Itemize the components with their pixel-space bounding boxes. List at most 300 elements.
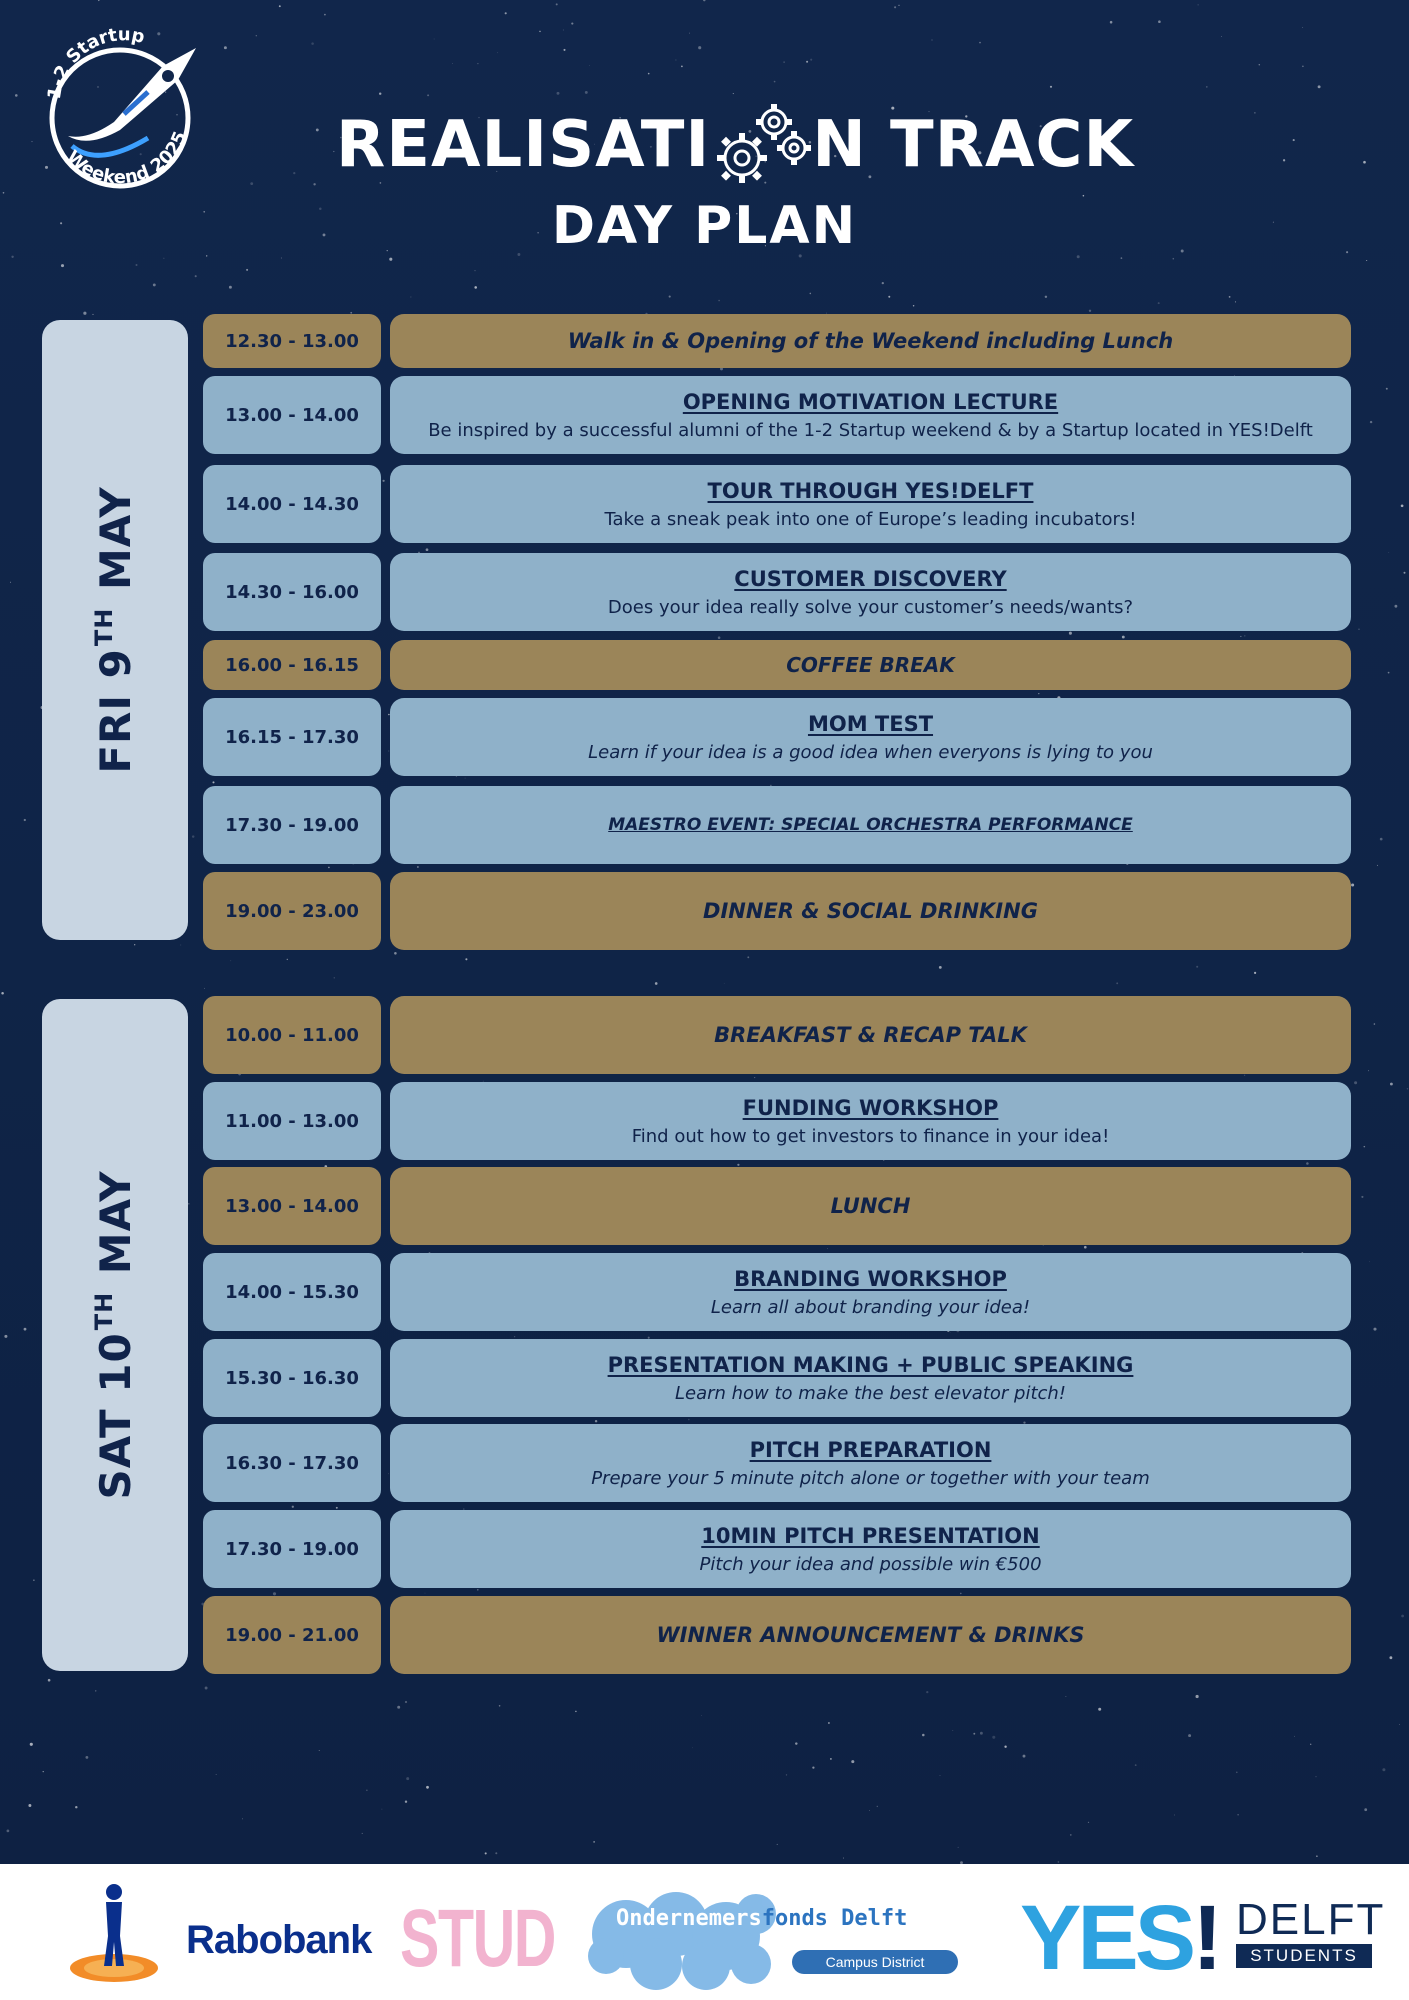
schedule-row (203, 1253, 1351, 1331)
event-box (390, 1510, 1351, 1588)
star (585, 91, 588, 94)
star (1254, 112, 1255, 113)
star (669, 296, 671, 298)
star (1173, 258, 1175, 260)
star (230, 960, 231, 961)
time-slot: 14.00 - 14.30 (203, 465, 381, 543)
star (434, 39, 435, 40)
star (1363, 161, 1366, 164)
star (1116, 982, 1118, 984)
event-description: Learn how to make the best elevator pitch! (674, 1382, 1067, 1404)
star (1221, 36, 1222, 37)
star (754, 1077, 755, 1078)
star (1374, 1023, 1376, 1025)
event-box (390, 996, 1351, 1074)
star (452, 63, 453, 64)
star (1318, 85, 1321, 88)
star (485, 1852, 487, 1854)
star (1399, 1724, 1400, 1725)
schedule-row (203, 376, 1351, 454)
star (426, 1786, 429, 1789)
page-subtitle: DAY PLAN (551, 196, 858, 256)
schedule-row (203, 1596, 1351, 1674)
star (877, 1806, 878, 1807)
star (1368, 1070, 1369, 1071)
star (898, 5, 899, 6)
star (557, 92, 560, 95)
star (1382, 1768, 1385, 1771)
event-description: Find out how to get investors to finance in your idea! (631, 1125, 1110, 1147)
star (405, 1800, 407, 1802)
event-box (390, 314, 1351, 368)
star (563, 30, 564, 31)
event-title: PRESENTATION MAKING + PUBLIC SPEAKING (607, 1352, 1134, 1377)
star (958, 1847, 959, 1848)
star (474, 286, 477, 289)
star (366, 1790, 367, 1791)
star (894, 6, 896, 8)
star (1244, 1075, 1245, 1076)
star (1407, 1088, 1408, 1089)
event-description: Be inspired by a successful alumni of the 1-2 Startup weekend & by a Startup located in YES!Delft (428, 419, 1313, 441)
star (10, 582, 11, 583)
star (505, 12, 507, 14)
star (724, 983, 725, 984)
star (1361, 1196, 1363, 1198)
time-slot: 13.00 - 14.00 (203, 1167, 381, 1245)
star (1293, 139, 1295, 141)
schedule-row (203, 698, 1351, 776)
event-title: MAESTRO EVENT: SPECIAL ORCHESTRA PERFORMANCE (608, 815, 1133, 835)
star (1198, 4, 1199, 5)
ondernemersfonds-logo (586, 1884, 986, 1994)
event-title: FUNDING WORKSHOP (742, 1095, 999, 1120)
event-description: Learn all about branding your idea! (710, 1296, 1031, 1318)
star (681, 66, 683, 68)
star (497, 52, 498, 53)
star (718, 300, 720, 302)
star (30, 1743, 33, 1746)
rabobank-emblem-icon (62, 1876, 182, 1988)
star (932, 40, 933, 41)
star (324, 14, 326, 16)
star (28, 1804, 31, 1807)
star (499, 1705, 501, 1707)
star (292, 1506, 294, 1508)
event-box (390, 640, 1351, 690)
star (205, 1687, 208, 1690)
star (1088, 1822, 1089, 1823)
ondernemersfonds-name: Ondernemersfonds Delft (616, 1906, 908, 1931)
star (1401, 504, 1404, 507)
logo-top-text: 1-2 Startup (43, 24, 147, 101)
star (648, 73, 650, 75)
star (153, 283, 156, 286)
star (216, 1774, 217, 1775)
time-slot: 16.00 - 16.15 (203, 640, 381, 690)
star (135, 264, 137, 266)
time-slot: 16.30 - 17.30 (203, 1424, 381, 1502)
star (1070, 1834, 1072, 1836)
title-left: REALISATI (335, 108, 711, 182)
star (828, 1722, 830, 1724)
event-title: BRANDING WORKSHOP (734, 1266, 1007, 1291)
star (960, 1593, 962, 1595)
event-title: DINNER & SOCIAL DRINKING (703, 899, 1038, 923)
star (675, 59, 676, 60)
star (701, 1715, 702, 1716)
star (786, 1774, 787, 1775)
star (98, 0, 99, 1)
star (1377, 865, 1378, 866)
startup-weekend-logo (28, 18, 218, 208)
star (940, 1775, 941, 1776)
star (1237, 1814, 1238, 1815)
star (1283, 159, 1285, 161)
page-title (270, 100, 1200, 190)
star (75, 1806, 77, 1808)
gears-icon (706, 100, 816, 190)
star (1354, 1081, 1357, 1084)
star (1235, 301, 1236, 302)
event-box (390, 465, 1351, 543)
star (1389, 1656, 1392, 1659)
time-slot: 15.30 - 16.30 (203, 1339, 381, 1417)
time-slot: 19.00 - 21.00 (203, 1596, 381, 1674)
star (539, 31, 541, 33)
star (922, 1734, 925, 1737)
star (1089, 310, 1091, 312)
schedule-row (203, 314, 1351, 368)
event-box (390, 553, 1351, 631)
star (1038, 693, 1039, 694)
star (192, 835, 194, 837)
star (810, 59, 812, 61)
time-slot: 16.15 - 17.30 (203, 698, 381, 776)
star (287, 959, 288, 960)
star (888, 296, 890, 298)
star (718, 636, 721, 639)
star (212, 781, 214, 783)
star (1065, 1696, 1066, 1697)
star (1388, 672, 1390, 674)
event-box (390, 1424, 1351, 1502)
schedule-row (203, 640, 1351, 690)
star (939, 966, 942, 969)
star (1069, 632, 1072, 635)
star (1388, 552, 1389, 553)
event-title: PITCH PREPARATION (749, 1437, 992, 1462)
event-title: WINNER ANNOUNCEMENT & DRINKS (656, 1623, 1085, 1647)
star (410, 297, 411, 298)
star (556, 3, 558, 5)
event-title: LUNCH (830, 1194, 911, 1218)
star (405, 1701, 407, 1703)
event-box (390, 786, 1351, 864)
star (830, 1758, 832, 1760)
star (1240, 636, 1241, 637)
star (1369, 1261, 1370, 1262)
schedule-row (203, 786, 1351, 864)
star (328, 867, 330, 869)
time-slot: 14.00 - 15.30 (203, 1253, 381, 1331)
star (3, 192, 5, 194)
star (980, 1732, 983, 1735)
star (827, 1248, 828, 1249)
star (733, 93, 734, 94)
star (379, 92, 381, 94)
star (973, 1733, 975, 1735)
event-box (390, 1596, 1351, 1674)
time-slot: 12.30 - 13.00 (203, 314, 381, 368)
star (689, 33, 690, 34)
star (688, 1419, 690, 1421)
star (465, 778, 466, 779)
event-description: Pitch your idea and possible win €500 (699, 1553, 1042, 1575)
day-label-saturday: SAT 10TH MAY (90, 1170, 140, 1500)
star (336, 1507, 338, 1509)
star (692, 1748, 693, 1749)
star (806, 61, 808, 63)
star (698, 46, 701, 49)
star (1188, 1734, 1191, 1737)
rabobank-name: Rabobank (186, 1918, 372, 1962)
star (1302, 65, 1304, 67)
title-right: N TRACK (812, 108, 1135, 182)
star (703, 0, 705, 1)
star (1358, 629, 1359, 630)
star (362, 1833, 363, 1834)
star (397, 1706, 400, 1709)
star (427, 94, 429, 96)
star (589, 65, 590, 66)
star (1174, 1815, 1175, 1816)
event-title: OPENING MOTIVATION LECTURE (682, 389, 1059, 414)
star (812, 1766, 814, 1768)
star (1196, 966, 1198, 968)
star (229, 286, 232, 289)
star (1302, 27, 1303, 28)
event-description: Take a sneak peak into one of Europe’s leading incubators! (604, 508, 1137, 530)
star (1121, 257, 1123, 259)
event-description: Does your idea really solve your customer’s needs/wants? (607, 596, 1134, 618)
star (394, 952, 397, 955)
star (1244, 635, 1245, 636)
schedule-row (203, 1082, 1351, 1160)
star (95, 1690, 96, 1691)
star (1373, 1328, 1376, 1331)
star (495, 1852, 497, 1854)
star (382, 1809, 383, 1810)
star (774, 81, 776, 83)
yes-delft-students-tag: STUDENTS (1236, 1944, 1372, 1968)
star (882, 282, 884, 284)
star (24, 1328, 27, 1331)
star (33, 1580, 34, 1581)
star (1229, 296, 1231, 298)
star (795, 1742, 797, 1744)
star (1401, 1615, 1404, 1618)
star (204, 988, 205, 989)
star (1366, 260, 1367, 261)
star (188, 1203, 190, 1205)
star (406, 1777, 409, 1780)
day-label-friday: FRI 9TH MAY (90, 486, 140, 774)
star (1306, 1162, 1309, 1165)
event-title: BREAKFAST & RECAP TALK (714, 1023, 1027, 1047)
star (1380, 838, 1383, 841)
star (1386, 388, 1388, 390)
event-title: TOUR THROUGH YES!DELFT (707, 478, 1034, 503)
star (1364, 1808, 1367, 1811)
svg-text:1-2 Startup (44, 24, 147, 101)
star (163, 258, 164, 259)
event-description: Prepare your 5 minute pitch alone or together with your team (591, 1467, 1150, 1489)
schedule-row (203, 996, 1351, 1074)
star (1158, 302, 1160, 304)
event-title: CUSTOMER DISCOVERY (734, 566, 1007, 591)
star (134, 944, 135, 945)
star (575, 1711, 577, 1713)
star (571, 23, 573, 25)
star (1050, 86, 1052, 88)
star (1394, 605, 1397, 608)
star (1110, 21, 1113, 24)
star (1370, 421, 1372, 423)
star (93, 314, 94, 315)
star (1236, 1772, 1238, 1774)
sponsor-footer (0, 1864, 1409, 2000)
star (279, 5, 281, 7)
rabobank-logo (62, 1876, 372, 1988)
event-box (390, 698, 1351, 776)
star (595, 1420, 597, 1422)
time-slot: 17.30 - 19.00 (203, 786, 381, 864)
star (1196, 1695, 1199, 1698)
star (465, 958, 467, 960)
star (224, 46, 227, 49)
star (48, 1679, 51, 1682)
event-title: Walk in & Opening of the Weekend including Lunch (567, 329, 1174, 353)
star (1364, 1146, 1366, 1148)
event-box (390, 1253, 1351, 1331)
star (1135, 1764, 1137, 1766)
star (1058, 1861, 1060, 1863)
star (250, 182, 253, 185)
schedule-row (203, 553, 1351, 631)
star (810, 293, 812, 295)
star (869, 1810, 870, 1811)
star (7, 1830, 10, 1833)
event-box (390, 1167, 1351, 1245)
star (1254, 972, 1256, 974)
star (851, 1760, 854, 1763)
star (1294, 1736, 1295, 1737)
star (425, 1593, 426, 1594)
event-box (390, 1339, 1351, 1417)
star (1206, 86, 1208, 88)
star (273, 1592, 276, 1595)
star (1316, 1776, 1317, 1777)
yes-delft-logo: YES! (1020, 1887, 1219, 1989)
star (43, 1771, 44, 1772)
time-slot: 10.00 - 11.00 (203, 996, 381, 1074)
star (1158, 20, 1161, 23)
star (319, 1750, 320, 1751)
time-slot: 11.00 - 13.00 (203, 1082, 381, 1160)
event-title: COFFEE BREAK (786, 653, 955, 677)
time-slot: 13.00 - 14.00 (203, 376, 381, 454)
star (426, 548, 429, 551)
day-panel-friday (42, 320, 188, 940)
star (474, 270, 475, 271)
star (593, 1841, 595, 1843)
star (1084, 1246, 1087, 1249)
star (1004, 1746, 1006, 1748)
star (256, 35, 257, 36)
star (24, 819, 26, 821)
logo-bottom-text: Weekend 2025 (62, 128, 192, 189)
event-box (390, 1082, 1351, 1160)
time-slot: 14.30 - 16.00 (203, 553, 381, 631)
ondernemersfonds-subtitle: Campus District (792, 1950, 958, 1974)
star (1, 992, 4, 995)
star (1122, 636, 1125, 639)
star (952, 1730, 953, 1731)
schedule-row (203, 872, 1351, 950)
star (417, 866, 419, 868)
stud-logo: STUD (400, 1893, 555, 1984)
star (777, 1844, 778, 1845)
star (913, 305, 914, 306)
star (180, 945, 181, 946)
schedule-row (203, 1424, 1351, 1502)
star (1045, 296, 1047, 298)
star (389, 258, 392, 261)
event-description: Learn if your idea is a good idea when everyons is lying to you (588, 741, 1153, 763)
star (737, 1164, 739, 1166)
star (1310, 1744, 1311, 1745)
star (843, 1858, 844, 1859)
star (195, 275, 197, 277)
star (85, 1756, 88, 1759)
star (61, 264, 64, 267)
time-slot: 19.00 - 23.00 (203, 872, 381, 950)
event-box (390, 872, 1351, 950)
star (15, 94, 18, 97)
star (311, 42, 314, 45)
star (281, 257, 282, 258)
star (4, 1335, 7, 1338)
star (334, 977, 335, 978)
schedule-row (203, 1339, 1351, 1417)
event-box (390, 376, 1351, 454)
star (477, 1589, 479, 1591)
star (992, 1736, 995, 1739)
star (1316, 1855, 1318, 1857)
star (563, 49, 565, 51)
star (1023, 1755, 1026, 1758)
star (83, 312, 86, 315)
bubbles-icon (586, 1884, 986, 1994)
star (1390, 1083, 1393, 1086)
star (783, 61, 784, 62)
star (242, 1819, 243, 1820)
yes-delft-city: DELFT (1236, 1895, 1386, 1944)
day-panel-saturday (42, 999, 188, 1671)
star (477, 63, 478, 64)
schedule-row (203, 1167, 1351, 1245)
